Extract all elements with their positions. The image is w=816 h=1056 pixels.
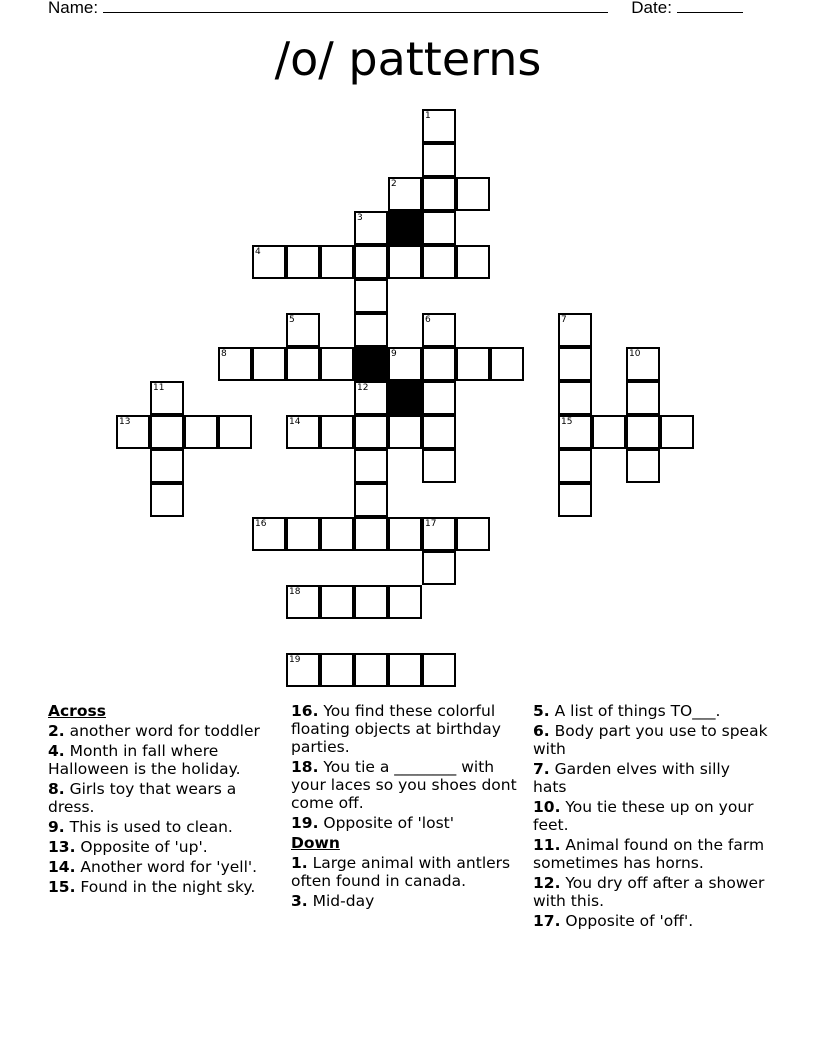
clue-item — [291, 758, 526, 812]
grid-cell[interactable] — [558, 381, 592, 415]
grid-cell[interactable] — [626, 347, 660, 381]
clue-item — [48, 858, 278, 876]
clue-number: 16 — [255, 519, 267, 529]
grid-cell[interactable] — [456, 177, 490, 211]
grid-cell[interactable] — [286, 653, 320, 687]
grid-cell[interactable] — [388, 517, 422, 551]
grid-cell[interactable] — [558, 483, 592, 517]
grid-cell[interactable] — [354, 211, 388, 245]
grid-cell[interactable] — [286, 517, 320, 551]
clue-item — [48, 780, 278, 816]
clue-column-2 — [291, 702, 526, 912]
clue-text: Found in the night sky. — [75, 878, 256, 896]
grid-cell[interactable] — [286, 245, 320, 279]
grid-cell[interactable] — [422, 211, 456, 245]
clue-number: 8. — [48, 780, 65, 798]
grid-cell[interactable] — [558, 313, 592, 347]
clue-item — [291, 892, 526, 910]
clue-number: 10. — [533, 798, 561, 816]
down-heading: Down — [291, 834, 340, 852]
clue-number: 10 — [629, 349, 641, 359]
grid-cell[interactable] — [150, 381, 184, 415]
grid-cell[interactable] — [388, 653, 422, 687]
grid-cell[interactable] — [286, 415, 320, 449]
clue-text: Month in fall where Halloween is the holiday. — [48, 742, 241, 778]
grid-cell[interactable] — [558, 415, 592, 449]
clue-number: 5. — [533, 702, 550, 720]
grid-cell[interactable] — [354, 313, 388, 347]
grid-cell[interactable] — [456, 245, 490, 279]
clue-item — [48, 838, 278, 856]
clue-number: 19. — [291, 814, 319, 832]
clue-text: A list of things TO___. — [549, 702, 721, 720]
clue-item — [48, 742, 278, 778]
grid-cell[interactable] — [490, 347, 524, 381]
clue-text: You dry off after a shower with this. — [533, 874, 765, 910]
clue-item — [291, 854, 526, 890]
grid-cell[interactable] — [286, 585, 320, 619]
clue-text: Large animal with antlers often found in canada. — [291, 854, 511, 890]
clue-item — [291, 702, 526, 756]
clue-number: 18. — [291, 758, 319, 776]
grid-cell[interactable] — [422, 551, 456, 585]
clue-number: 3 — [357, 213, 363, 223]
grid-cell[interactable] — [626, 449, 660, 483]
grid-cell[interactable] — [422, 245, 456, 279]
clue-number: 2 — [391, 179, 397, 189]
clue-text: Opposite of 'off'. — [560, 912, 694, 930]
clue-item — [48, 878, 278, 896]
black-cell — [354, 347, 388, 381]
clue-number: 19 — [289, 655, 301, 665]
across-heading: Across — [48, 702, 106, 720]
clue-number: 13. — [48, 838, 76, 856]
grid-cell[interactable] — [320, 347, 354, 381]
clue-item — [291, 814, 526, 832]
clue-column-1 — [48, 702, 278, 898]
clue-number: 15 — [561, 417, 573, 427]
grid-cell[interactable] — [320, 415, 354, 449]
grid-cell[interactable] — [354, 483, 388, 517]
grid-cell[interactable] — [388, 585, 422, 619]
clue-number: 7 — [561, 315, 567, 325]
grid-cell[interactable] — [592, 415, 626, 449]
clue-text: Opposite of 'lost' — [318, 814, 455, 832]
grid-cell[interactable] — [150, 415, 184, 449]
clue-number: 17. — [533, 912, 561, 930]
grid-cell[interactable] — [150, 483, 184, 517]
grid-cell[interactable] — [116, 415, 150, 449]
clue-number: 1 — [425, 111, 431, 121]
clue-text: Girls toy that wears a dress. — [48, 780, 237, 816]
clue-number: 13 — [119, 417, 131, 427]
page-title: /o/ patterns — [274, 32, 542, 86]
grid-cell[interactable] — [286, 313, 320, 347]
clue-text: You tie a ________ with your laces so you shoes dont come off. — [291, 758, 517, 812]
clue-column-3 — [533, 702, 768, 932]
grid-cell[interactable] — [320, 517, 354, 551]
grid-cell[interactable] — [422, 653, 456, 687]
clue-item — [533, 722, 768, 758]
clue-number: 18 — [289, 587, 301, 597]
grid-cell[interactable] — [252, 347, 286, 381]
clue-text: You find these colorful floating objects at birthday parties. — [291, 702, 501, 756]
clue-number: 14. — [48, 858, 76, 876]
clue-number: 9 — [391, 349, 397, 359]
clue-text: Animal found on the farm sometimes has horns. — [533, 836, 765, 872]
clue-text: You tie these up on your feet. — [533, 798, 754, 834]
clue-text: Another word for 'yell'. — [75, 858, 258, 876]
clue-item — [533, 798, 768, 834]
clue-item — [533, 836, 768, 872]
clue-number: 12 — [357, 383, 369, 393]
black-cell — [388, 211, 422, 245]
grid-cell[interactable] — [252, 517, 286, 551]
clue-number: 6. — [533, 722, 550, 740]
grid-cell[interactable] — [422, 313, 456, 347]
clue-number: 6 — [425, 315, 431, 325]
clue-number: 7. — [533, 760, 550, 778]
grid-cell[interactable] — [388, 415, 422, 449]
clue-number: 9. — [48, 818, 65, 836]
grid-cell[interactable] — [354, 653, 388, 687]
grid-cell[interactable] — [354, 585, 388, 619]
clue-number: 12. — [533, 874, 561, 892]
black-cell — [388, 381, 422, 415]
grid-cell[interactable] — [422, 347, 456, 381]
grid-cell[interactable] — [456, 517, 490, 551]
clue-number: 15. — [48, 878, 76, 896]
clue-text: another word for toddler — [64, 722, 260, 740]
clue-number: 5 — [289, 315, 295, 325]
clue-text: Mid-day — [307, 892, 375, 910]
grid-cell[interactable] — [218, 415, 252, 449]
clue-number: 4. — [48, 742, 65, 760]
grid-cell[interactable] — [558, 449, 592, 483]
clue-item — [533, 874, 768, 910]
grid-cell[interactable] — [422, 449, 456, 483]
clue-number: 17 — [425, 519, 437, 529]
grid-cell[interactable] — [252, 245, 286, 279]
clue-item — [533, 702, 768, 720]
grid-cell[interactable] — [422, 517, 456, 551]
clue-text: Body part you use to speak with — [533, 722, 768, 758]
grid-cell[interactable] — [388, 347, 422, 381]
grid-cell[interactable] — [626, 381, 660, 415]
clue-text: Opposite of 'up'. — [75, 838, 208, 856]
grid-cell[interactable] — [422, 415, 456, 449]
clue-number: 8 — [221, 349, 227, 359]
grid-cell[interactable] — [422, 143, 456, 177]
grid-cell[interactable] — [626, 415, 660, 449]
grid-cell[interactable] — [422, 381, 456, 415]
clue-number: 1. — [291, 854, 308, 872]
clue-number: 11 — [153, 383, 165, 393]
clue-text: Garden elves with silly hats — [533, 760, 730, 796]
clue-item — [533, 760, 768, 796]
clue-item — [48, 722, 278, 740]
grid-cell[interactable] — [320, 585, 354, 619]
grid-cell[interactable] — [456, 347, 490, 381]
clue-item — [533, 912, 768, 930]
grid-cell[interactable] — [150, 449, 184, 483]
date-label: Date: — [631, 0, 672, 17]
grid-cell[interactable] — [354, 279, 388, 313]
grid-cell[interactable] — [320, 245, 354, 279]
clue-item — [48, 818, 278, 836]
clue-number: 14 — [289, 417, 301, 427]
grid-cell[interactable] — [388, 177, 422, 211]
clue-text: This is used to clean. — [64, 818, 233, 836]
grid-cell[interactable] — [286, 347, 320, 381]
grid-cell[interactable] — [422, 177, 456, 211]
grid-cell[interactable] — [354, 415, 388, 449]
clue-number: 4 — [255, 247, 261, 257]
grid-cell[interactable] — [184, 415, 218, 449]
clue-number: 16. — [291, 702, 319, 720]
grid-cell[interactable] — [422, 109, 456, 143]
clue-number: 2. — [48, 722, 65, 740]
grid-cell[interactable] — [320, 653, 354, 687]
name-label: Name: — [48, 0, 99, 17]
clue-number: 3. — [291, 892, 308, 910]
grid-cell[interactable] — [218, 347, 252, 381]
clue-number: 11. — [533, 836, 561, 854]
grid-cell[interactable] — [354, 517, 388, 551]
grid-cell[interactable] — [660, 415, 694, 449]
grid-cell[interactable] — [388, 245, 422, 279]
grid-cell[interactable] — [354, 245, 388, 279]
grid-cell[interactable] — [558, 347, 592, 381]
grid-cell[interactable] — [354, 381, 388, 415]
grid-cell[interactable] — [354, 449, 388, 483]
